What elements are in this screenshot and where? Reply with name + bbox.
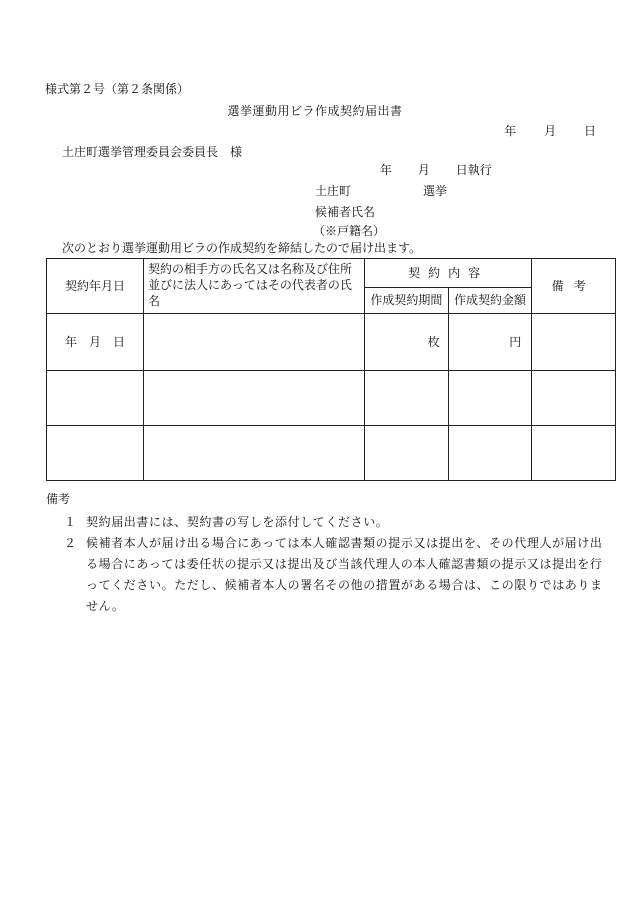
election-line [315, 183, 447, 199]
header-period: 作成契約期間 [365, 288, 449, 314]
table-row [47, 426, 616, 481]
execution-month: 月 [417, 163, 430, 177]
party-cell[interactable] [144, 426, 365, 481]
execution-year: 年 [380, 163, 393, 177]
submission-date [480, 123, 596, 139]
note-text: 契約届出書には、契約書の写しを添付してください。 [86, 515, 389, 529]
amount-cell[interactable] [448, 314, 532, 371]
sheets-unit: 枚 [427, 334, 440, 349]
party-cell[interactable] [144, 371, 365, 426]
note-item [64, 512, 604, 533]
period-cell[interactable] [365, 371, 449, 426]
addressee: 土庄町選挙管理委員会委員長 様 [62, 145, 243, 159]
remarks-cell[interactable] [532, 371, 616, 426]
contract-table [46, 258, 616, 481]
contract-date-cell[interactable] [47, 314, 144, 371]
period-cell[interactable] [365, 426, 449, 481]
family-name-label: （※戸籍名） [313, 224, 386, 238]
town-name: 土庄町 [315, 184, 352, 198]
note-item [64, 533, 604, 617]
amount-cell[interactable] [448, 426, 532, 481]
intro-text: 次のとおり選挙運動用ビラの作成契約を締結したので届け出ます。 [62, 241, 422, 255]
header-party: 契約の相手方の氏名又は名称及び住所並びに法人にあってはその代表者の氏名 [144, 259, 365, 314]
candidate-name-label: 候補者氏名 [315, 205, 376, 219]
date-day: 日 [583, 124, 596, 138]
election-label: 選挙 [423, 184, 448, 198]
contract-date-cell[interactable] [47, 371, 144, 426]
execution-date [380, 162, 492, 178]
yen-unit: 円 [509, 334, 522, 349]
execution-day: 日執行 [455, 163, 492, 177]
header-remarks: 備考 [532, 259, 616, 314]
note-text: 候補者本人が届け出る場合にあっては本人確認書類の提示又は提出を、その代理人が届け出る場合にあっては委任状の提示又は提出及び当該代理人の本人確認書類の提示又は提出を行ってください。ただし、候補者本人の署名その他の措置がある場合は、この限りではありません。 [86, 536, 603, 613]
notes-heading: 備考 [46, 492, 71, 506]
row-year: 年 [64, 334, 77, 349]
row-month: 月 [88, 334, 101, 349]
amount-cell[interactable] [448, 371, 532, 426]
party-cell[interactable] [144, 314, 365, 371]
note-number: １ [64, 515, 77, 529]
period-cell[interactable] [365, 314, 449, 371]
form-number: 様式第２号（第２条関係） [45, 82, 190, 96]
note-number: ２ [64, 536, 77, 550]
row-day: 日 [113, 334, 126, 349]
header-contract-content: 契約内容 [365, 259, 532, 288]
table-header-row [47, 259, 616, 288]
document-title: 選挙運動用ビラ作成契約届出書 [227, 104, 403, 118]
table-row [47, 371, 616, 426]
remarks-cell[interactable] [532, 426, 616, 481]
date-month: 月 [544, 124, 557, 138]
remarks-cell[interactable] [532, 314, 616, 371]
date-year: 年 [504, 124, 517, 138]
header-contract-date: 契約年月日 [47, 259, 144, 314]
table-row [47, 314, 616, 371]
header-amount: 作成契約金額 [448, 288, 532, 314]
contract-date-cell[interactable] [47, 426, 144, 481]
